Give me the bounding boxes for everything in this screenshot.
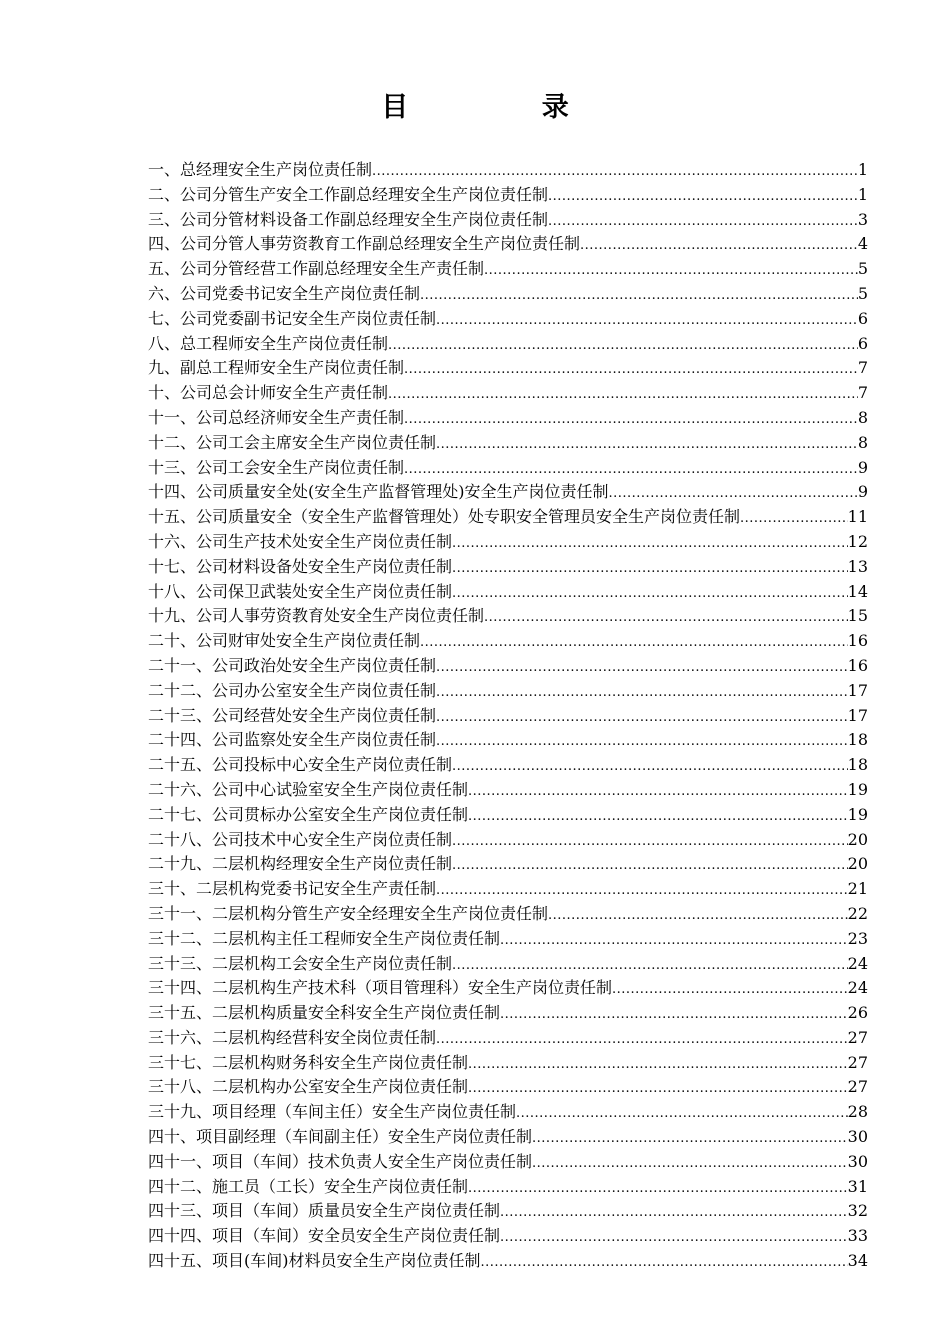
toc-entry-label: 三十七、二层机构财务科安全生产岗位责任制 xyxy=(148,1052,469,1072)
toc-dot-leader xyxy=(436,431,858,456)
toc-entry-label: 三十、二层机构党委书记安全生产责任制 xyxy=(148,879,437,899)
toc-page-number: 24 xyxy=(847,953,868,973)
toc-entry[interactable] xyxy=(148,1125,868,1150)
toc-dot-leader xyxy=(612,976,848,1001)
toc-entry[interactable] xyxy=(148,976,868,1001)
toc-dot-leader xyxy=(468,1075,848,1100)
toc-page-number: 32 xyxy=(847,1201,868,1221)
toc-dot-leader xyxy=(404,456,858,481)
toc-dot-leader xyxy=(500,1224,848,1249)
toc-entry-label: 二十四、公司监察处安全生产岗位责任制 xyxy=(148,730,437,750)
toc-entry-label: 二十九、二层机构经理安全生产岗位责任制 xyxy=(148,854,453,874)
page-title: 目 录 xyxy=(381,92,631,123)
toc-dot-leader xyxy=(436,679,848,704)
toc-dot-leader xyxy=(468,1175,848,1200)
toc-dot-leader xyxy=(468,803,848,828)
toc-dot-leader xyxy=(436,728,848,753)
toc-page-number: 34 xyxy=(847,1251,868,1271)
toc-page-number: 14 xyxy=(847,581,868,601)
toc-entry-label: 四十、项目副经理（车间副主任）安全生产岗位责任制 xyxy=(148,1127,533,1147)
toc-dot-leader xyxy=(468,1051,848,1076)
toc-entry[interactable] xyxy=(148,877,868,902)
toc-entry-label: 十八、公司保卫武装处安全生产岗位责任制 xyxy=(148,581,453,601)
toc-entry-label: 二、公司分管生产安全工作副总经理安全生产岗位责任制 xyxy=(148,184,549,204)
toc-page-number: 24 xyxy=(847,978,868,998)
toc-entry[interactable] xyxy=(148,704,868,729)
toc-dot-leader xyxy=(436,1026,848,1051)
toc-entry[interactable] xyxy=(148,1001,868,1026)
toc-page-number: 16 xyxy=(847,655,868,675)
toc-entry-label: 四十二、施工员（工长）安全生产岗位责任制 xyxy=(148,1176,469,1196)
toc-entry-label: 四十三、项目（车间）质量员安全生产岗位责任制 xyxy=(148,1201,501,1221)
toc-page-number: 19 xyxy=(847,804,868,824)
toc-entry-label: 十五、公司质量安全（安全生产监督管理处）处专职安全管理员安全生产岗位责任制 xyxy=(148,507,741,527)
toc-entry[interactable] xyxy=(148,1150,868,1175)
toc-entry[interactable] xyxy=(148,257,868,282)
toc-page-number: 30 xyxy=(847,1127,868,1147)
toc-entry[interactable] xyxy=(148,406,868,431)
toc-entry-label: 十六、公司生产技术处安全生产岗位责任制 xyxy=(148,531,453,551)
toc-entry-label: 十四、公司质量安全处(安全生产监督管理处)安全生产岗位责任制 xyxy=(148,482,609,502)
toc-dot-leader xyxy=(452,852,848,877)
toc-entry-label: 三十四、二层机构生产技术科（项目管理科）安全生产岗位责任制 xyxy=(148,978,613,998)
toc-dot-leader xyxy=(548,183,858,208)
toc-entry-label: 十、公司总会计师安全生产责任制 xyxy=(148,383,389,403)
toc-entry-label: 四十四、项目（车间）安全员安全生产岗位责任制 xyxy=(148,1226,501,1246)
toc-page-number: 28 xyxy=(847,1102,868,1122)
toc-entry[interactable] xyxy=(148,753,868,778)
toc-dot-leader xyxy=(609,480,858,505)
toc-page-number: 9 xyxy=(857,482,868,502)
toc-entry[interactable] xyxy=(148,1249,868,1274)
toc-entry[interactable] xyxy=(148,604,868,629)
toc-dot-leader xyxy=(420,629,848,654)
toc-dot-leader xyxy=(500,1001,848,1026)
toc-entry-label: 三十五、二层机构质量安全科安全生产岗位责任制 xyxy=(148,1003,501,1023)
toc-entry[interactable] xyxy=(148,505,868,530)
toc-entry[interactable] xyxy=(148,1199,868,1224)
toc-entry[interactable] xyxy=(148,381,868,406)
toc-entry-label: 四十五、项目(车间)材料员安全生产岗位责任制 xyxy=(148,1251,481,1271)
toc-page-number: 15 xyxy=(847,606,868,626)
toc-entry[interactable] xyxy=(148,208,868,233)
toc-entry[interactable] xyxy=(148,803,868,828)
toc-page-number: 12 xyxy=(847,531,868,551)
toc-entry[interactable] xyxy=(148,580,868,605)
toc-entry-label: 二十二、公司办公室安全生产岗位责任制 xyxy=(148,680,437,700)
toc-page-number: 5 xyxy=(857,283,868,303)
toc-dot-leader xyxy=(484,604,848,629)
toc-dot-leader xyxy=(481,1249,848,1274)
toc-page-number: 7 xyxy=(857,358,868,378)
toc-entry[interactable] xyxy=(148,555,868,580)
toc-entry-label: 四十一、项目（车间）技术负责人安全生产岗位责任制 xyxy=(148,1151,533,1171)
toc-page-number: 8 xyxy=(857,432,868,452)
toc-entry-label: 三十八、二层机构办公室安全生产岗位责任制 xyxy=(148,1077,469,1097)
toc-dot-leader xyxy=(436,654,848,679)
toc-entry-label: 九、副总工程师安全生产岗位责任制 xyxy=(148,358,405,378)
toc-entry-label: 二十三、公司经营处安全生产岗位责任制 xyxy=(148,705,437,725)
toc-page-number: 1 xyxy=(857,184,868,204)
toc-entry[interactable] xyxy=(148,332,868,357)
toc-entry-label: 十三、公司工会安全生产岗位责任制 xyxy=(148,457,405,477)
toc-dot-leader xyxy=(452,555,848,580)
toc-dot-leader xyxy=(388,381,858,406)
toc-entry[interactable] xyxy=(148,679,868,704)
toc-entry-label: 二十八、公司技术中心安全生产岗位责任制 xyxy=(148,829,453,849)
toc-page-number: 3 xyxy=(857,209,868,229)
toc-entry-label: 十一、公司总经济师安全生产责任制 xyxy=(148,407,405,427)
toc-entry[interactable] xyxy=(148,728,868,753)
toc-entry[interactable] xyxy=(148,1175,868,1200)
toc-entry[interactable] xyxy=(148,828,868,853)
toc-page-number: 33 xyxy=(847,1226,868,1246)
toc-entry-label: 八、总工程师安全生产岗位责任制 xyxy=(148,333,389,353)
toc-dot-leader xyxy=(404,406,858,431)
toc-entry[interactable] xyxy=(148,629,868,654)
toc-entry[interactable] xyxy=(148,307,868,332)
toc-page-number: 17 xyxy=(847,705,868,725)
toc-page-number: 27 xyxy=(847,1052,868,1072)
toc-entry[interactable] xyxy=(148,1075,868,1100)
toc-entry-label: 三十一、二层机构分管生产安全经理安全生产岗位责任制 xyxy=(148,903,549,923)
toc-entry-label: 二十五、公司投标中心安全生产岗位责任制 xyxy=(148,755,453,775)
toc-entry-label: 二十七、公司贯标办公室安全生产岗位责任制 xyxy=(148,804,469,824)
toc-dot-leader xyxy=(388,332,858,357)
toc-page-number: 11 xyxy=(847,507,868,527)
toc-dot-leader xyxy=(436,877,848,902)
toc-entry-label: 二十六、公司中心试验室安全生产岗位责任制 xyxy=(148,779,469,799)
toc-entry-label: 二十一、公司政治处安全生产岗位责任制 xyxy=(148,655,437,675)
toc-page-number: 6 xyxy=(857,308,868,328)
toc-page-number: 27 xyxy=(847,1027,868,1047)
toc-page-number: 16 xyxy=(847,631,868,651)
toc-page-number: 31 xyxy=(847,1176,868,1196)
toc-dot-leader xyxy=(548,902,848,927)
toc-entry[interactable] xyxy=(148,902,868,927)
toc-entry[interactable] xyxy=(148,1026,868,1051)
toc-entry-label: 一、总经理安全生产岗位责任制 xyxy=(148,160,373,179)
toc-dot-leader xyxy=(436,307,858,332)
toc-dot-leader xyxy=(372,158,858,183)
toc-dot-leader xyxy=(484,257,858,282)
toc-entry[interactable] xyxy=(148,927,868,952)
toc-dot-leader xyxy=(452,753,848,778)
toc-entry-label: 六、公司党委书记安全生产岗位责任制 xyxy=(148,283,421,303)
toc-page-number: 6 xyxy=(857,333,868,353)
toc-entry-label: 三十九、项目经理（车间主任）安全生产岗位责任制 xyxy=(148,1102,517,1122)
toc-dot-leader xyxy=(500,927,848,952)
toc-dot-leader xyxy=(532,1150,848,1175)
toc-page-number: 30 xyxy=(847,1151,868,1171)
toc-dot-leader xyxy=(468,778,848,803)
toc-entry-label: 十二、公司工会主席安全生产岗位责任制 xyxy=(148,432,437,452)
toc-dot-leader xyxy=(452,580,848,605)
toc-page-number: 20 xyxy=(847,829,868,849)
toc-entry-label: 三十二、二层机构主任工程师安全生产岗位责任制 xyxy=(148,928,501,948)
toc-entry[interactable] xyxy=(148,654,868,679)
toc-entry[interactable] xyxy=(148,282,868,307)
toc-entry-label: 七、公司党委副书记安全生产岗位责任制 xyxy=(148,308,437,328)
toc-dot-leader xyxy=(548,208,858,233)
toc-entry[interactable] xyxy=(148,952,868,977)
toc-dot-leader xyxy=(420,282,858,307)
table-of-contents xyxy=(148,158,868,1274)
toc-entry-label: 四、公司分管人事劳资教育工作副总经理安全生产岗位责任制 xyxy=(148,234,581,254)
toc-page-number: 9 xyxy=(857,457,868,477)
toc-page-number: 23 xyxy=(847,928,868,948)
toc-entry-label: 三、公司分管材料设备工作副总经理安全生产岗位责任制 xyxy=(148,209,549,229)
toc-entry[interactable] xyxy=(148,232,868,257)
toc-page-number: 4 xyxy=(857,234,868,254)
toc-entry[interactable] xyxy=(148,852,868,877)
toc-dot-leader xyxy=(532,1125,848,1150)
toc-page-number: 22 xyxy=(847,903,868,923)
toc-page-number: 13 xyxy=(847,556,868,576)
toc-dot-leader xyxy=(740,505,848,530)
toc-page-number: 7 xyxy=(857,383,868,403)
toc-dot-leader xyxy=(452,828,848,853)
toc-entry[interactable] xyxy=(148,480,868,505)
toc-entry[interactable] xyxy=(148,778,868,803)
toc-entry-label: 三十六、二层机构经营科安全岗位责任制 xyxy=(148,1027,437,1047)
toc-page-number: 26 xyxy=(847,1003,868,1023)
toc-page-number: 27 xyxy=(847,1077,868,1097)
toc-dot-leader xyxy=(452,952,848,977)
toc-entry[interactable] xyxy=(148,1100,868,1125)
toc-page-number: 1 xyxy=(857,160,868,179)
toc-page-number: 17 xyxy=(847,680,868,700)
toc-entry[interactable] xyxy=(148,158,868,183)
toc-entry-label: 二十、公司财审处安全生产岗位责任制 xyxy=(148,631,421,651)
toc-dot-leader xyxy=(436,704,848,729)
toc-entry[interactable] xyxy=(148,1051,868,1076)
toc-page-number: 20 xyxy=(847,854,868,874)
toc-page-number: 19 xyxy=(847,779,868,799)
toc-entry[interactable] xyxy=(148,456,868,481)
toc-entry[interactable] xyxy=(148,356,868,381)
toc-page-number: 21 xyxy=(847,879,868,899)
toc-dot-leader xyxy=(500,1199,848,1224)
toc-page-number: 5 xyxy=(857,259,868,279)
toc-dot-leader xyxy=(452,530,848,555)
toc-entry[interactable] xyxy=(148,431,868,456)
toc-page-number: 8 xyxy=(857,407,868,427)
toc-dot-leader xyxy=(516,1100,848,1125)
toc-entry-label: 十九、公司人事劳资教育处安全生产岗位责任制 xyxy=(148,606,485,626)
toc-dot-leader xyxy=(580,232,858,257)
toc-entry-label: 十七、公司材料设备处安全生产岗位责任制 xyxy=(148,556,453,576)
toc-entry[interactable] xyxy=(148,1224,868,1249)
toc-page-number: 18 xyxy=(847,730,868,750)
toc-entry[interactable] xyxy=(148,183,868,208)
toc-entry-label: 五、公司分管经营工作副总经理安全生产责任制 xyxy=(148,259,485,279)
toc-entry-label: 三十三、二层机构工会安全生产岗位责任制 xyxy=(148,953,453,973)
toc-dot-leader xyxy=(404,356,858,381)
toc-entry[interactable] xyxy=(148,530,868,555)
toc-page-number: 18 xyxy=(847,755,868,775)
